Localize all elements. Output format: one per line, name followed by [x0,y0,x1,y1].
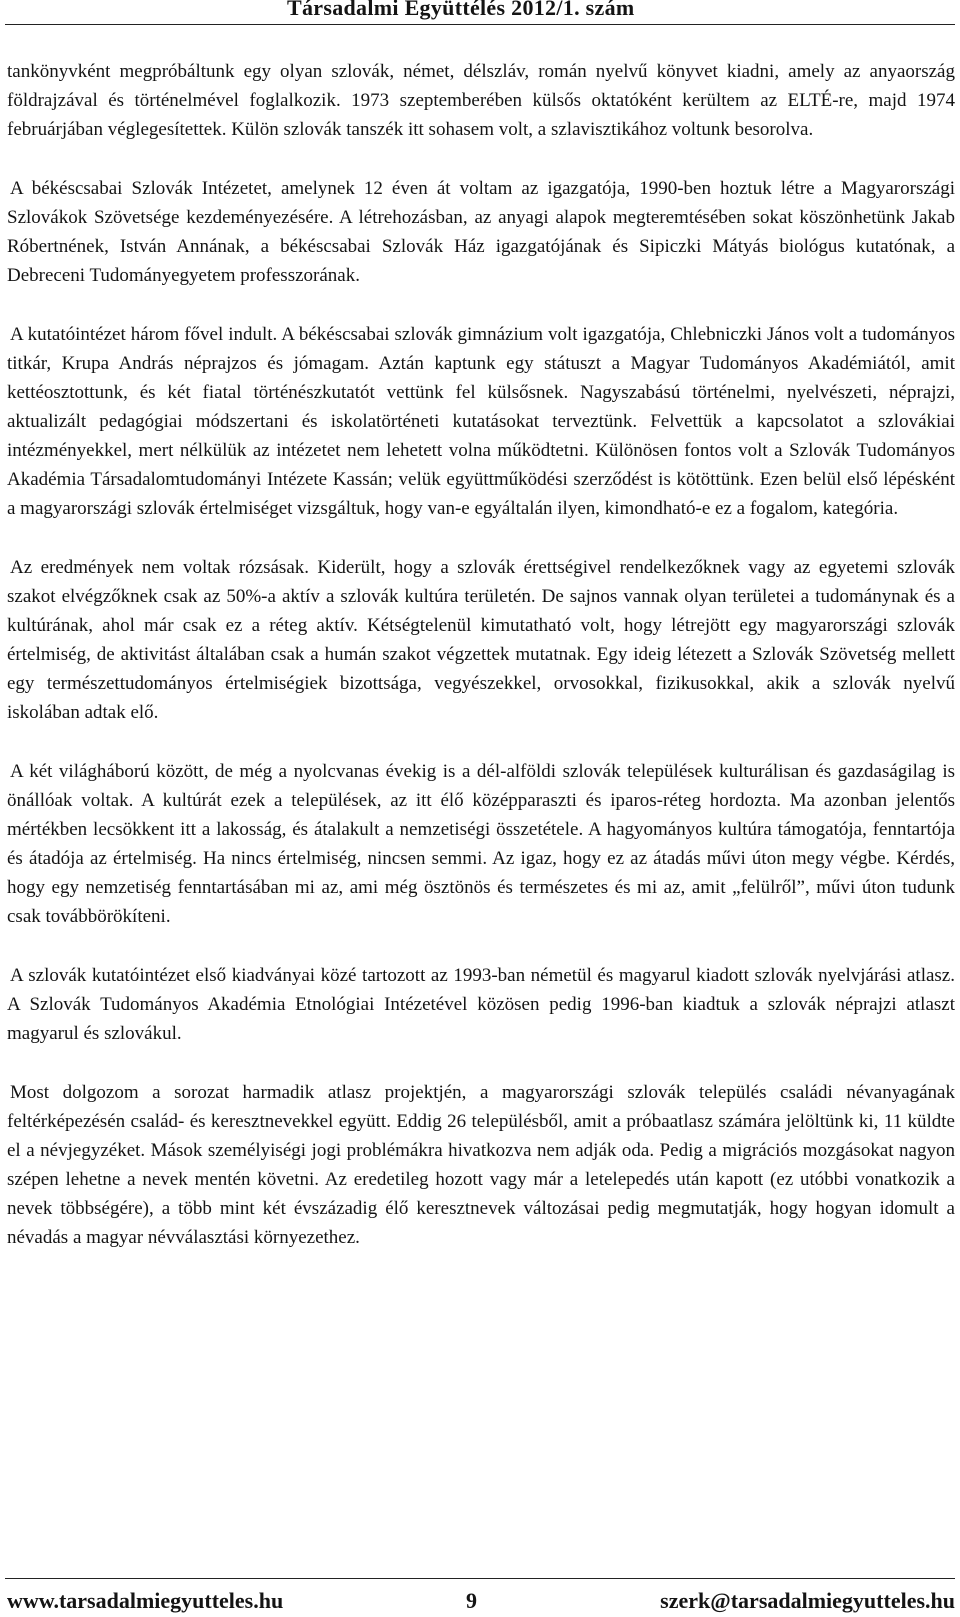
page-footer [0,1574,960,1617]
page-header [0,0,960,22]
paragraph: A békéscsabai Szlovák Intézetet, amelynek 12 éven át voltam az igazgatója, 1990-ben hoztuk létre a Magyarországi Szlovákok Szövetsége kezdeményezésére. A létrehozásban, az anyagi alapok megteremtésében sokat köszönhetünk Jakab Róbertnének, István Annának, a békéscsabai Szlovák Ház igazgatójának és Sipiczki Mátyás biológus kutatónak, a Debreceni Tudományegyetem professzorának. [7,178,955,286]
paragraph: A két világháború között, de még a nyolcvanas évekig is a dél-alföldi szlovák települések kulturálisan és gazdaságilag is önállóak voltak. A kultúrát ezek a települések, az itt élő középparaszti és iparos-réteg hordozta. Ma azonban jelentős mértékben lecsökkent itt a lakosság, és átalakult a nemzetiségi összetétele. A hagyományos kultúra támogatója, fenntartója és átadója az értelmiség. Ha nincs értelmiség, nincsen semmi. Az igaz, hogy ez az átadás művi úton megy végbe. Kérdés, hogy egy nemzetiség fenntartásában mi az, ami még ösztönös és természetes és mi az, amit „felülről”, művi úton tudunk csak továbbörökíteni. [7,761,955,927]
header-divider [5,24,955,25]
paragraph: A kutatóintézet három fővel indult. A békéscsabai szlovák gimnázium volt igazgatója, Chlebniczki János volt a tudományos titkár, Krupa András néprajzos és jómagam. Aztán kaptunk egy státuszt a Magyar Tudományos Akadémiától, amit kettéosztottunk, és két fiatal történészkutatót vettünk fel külsősnek. Nagyszabású történelmi, nyelvészeti, néprajzi, aktualizált pedagógiai módszertani és iskolatörténeti kutatásokat terveztünk. Felvettük a kapcsolatot a szlovákiai intézményekkel, mert nélkülük az intézetet nem lehetett volna működtetni. Különösen fontos volt a Szlovák Tudományos Akadémia Társadalomtudományi Intézete Kassán; velük együttműködési szerződést is kötöttünk. Ezen belül első lépésként a magyarországi szlovák értelmiséget vizsgáltuk, hogy van-e egyáltalán ilyen, kimondható-e ez a fogalom, kategória. [7,324,955,519]
page-number: 9 [466,1588,477,1613]
paragraph: tankönyvként megpróbáltunk egy olyan szlovák, német, délszláv, román nyelvű könyvet kiadni, amely az anyaország földrajzával és történelmével foglalkozik. 1973 szeptemberében külsős oktatóként kerültem az ELTÉ-re, majd 1974 februárjában véglegesítettek. Külön szlovák tanszék itt sohasem volt, a szlavisztikához voltunk besorolva. [7,61,955,140]
journal-title: Társadalmi Együttélés 2012/1. szám [287,0,635,20]
footer-divider [5,1578,955,1579]
paragraph: Most dolgozom a sorozat harmadik atlasz projektjén, a magyarországi szlovák település családi névanyagának feltérképezésén család- és keresztnevekkel együtt. Eddig 26 településből, amit a próbaatlasz számára jelöltünk ki, 11 küldte el a névjegyzéket. Mások személyiségi jogi problémákra hivatkozva nem adják oda. Pedig a migrációs mozgásokat nagyon szépen lehetne a nevek mentén követni. Az eredetileg hozott vagy már a letelepedés után kapott (ez utóbbi vonatkozik a nevek többségére), a több mint két évszázadig élő keresztnevek változásai pedig megmutatják, hogy hogyan idomult a névadás a magyar névválasztási környezethez. [7,1082,955,1248]
paragraph: Az eredmények nem voltak rózsásak. Kiderült, hogy a szlovák érettségivel rendelkezőknek vagy az egyetemi szlovák szakot elvégzőknek csak az 50%-a aktív a szlovák kultúra területén. De sajnos vannak olyan területei a tudománynak és a kultúrának, ahol már csak ez a réteg aktív. Kétségtelenül kimutatható volt, hogy létrejött egy magyarországi szlovák értelmiség, de aktivitást általában csak a humán szakot végzettek mutatnak. Egy ideig létezett a Szlovák Szövetség mellett egy természettudományos értelmiségiek bizottsága, vegyészekkel, orvosokkal, fizikusokkal, akik a szlovák nyelvű iskolában adtak elő. [7,557,955,723]
email-link[interactable]: szerk@tarsadalmiegyutteles.hu [660,1588,955,1613]
website-link[interactable]: www.tarsadalmiegyutteles.hu [7,1588,284,1613]
paragraph: A szlovák kutatóintézet első kiadványai közé tartozott az 1993-ban németül és magyarul kiadott szlovák nyelvjárási atlasz. A Szlovák Tudományos Akadémia Etnológiai Intézetével közösen pedig 1996-ban kiadtuk a szlovák néprajzi atlaszt magyarul és szlovákul. [7,965,955,1044]
article-body [7,57,955,1252]
